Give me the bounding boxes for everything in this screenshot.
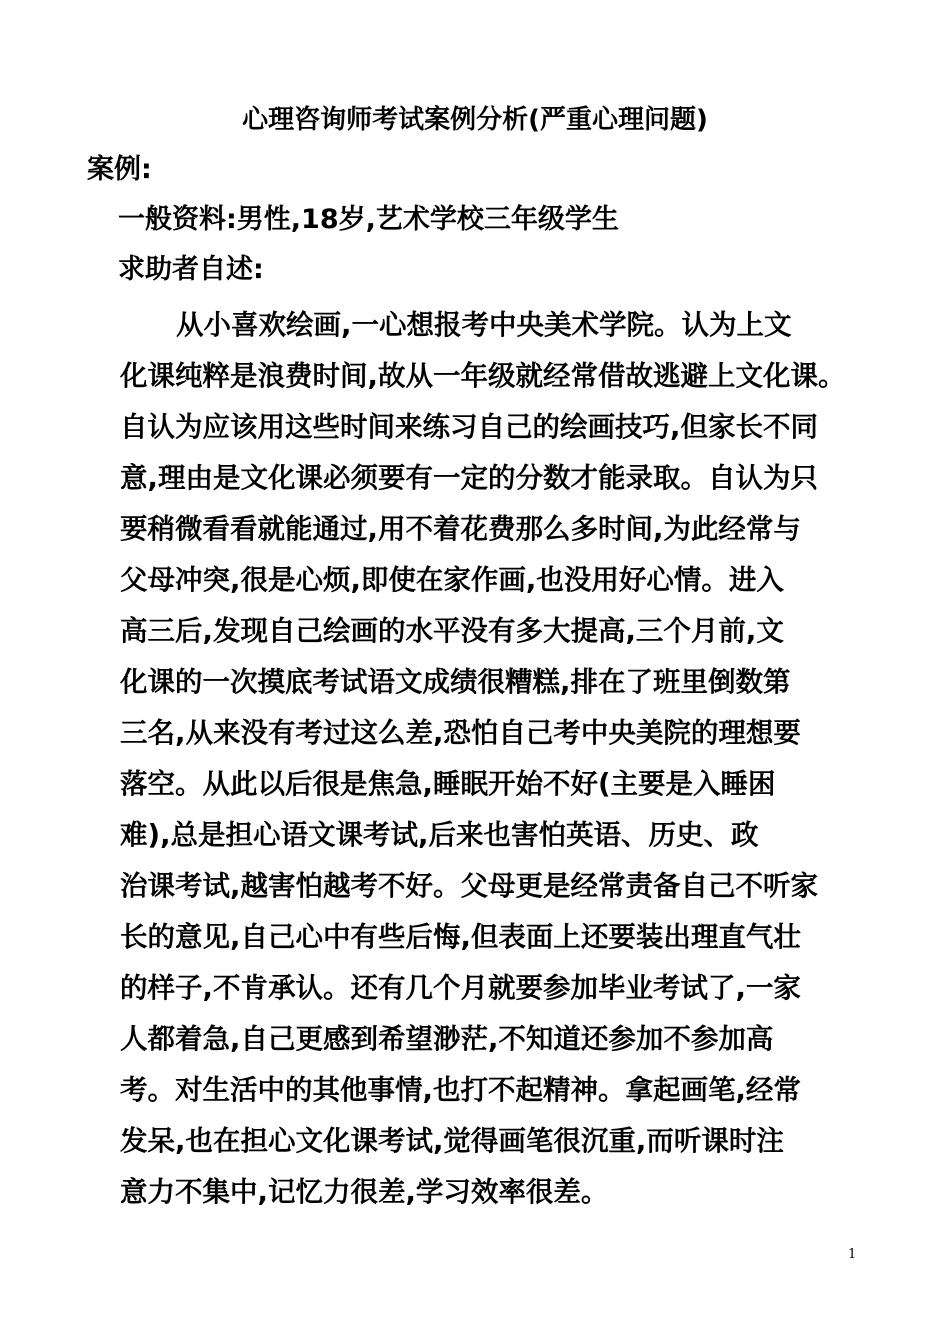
- text-line: 难),总是担心语文课考试,后来也害怕英语、历史、政: [120, 819, 759, 851]
- text-line: 的样子,不肯承认。还有几个月就要参加毕业考试了,一家: [120, 972, 801, 1004]
- text-line: 人都着急,自己更感到希望渺茫,不知道还参加不参加高: [120, 1023, 774, 1055]
- self-report-text: [120, 300, 870, 1218]
- text-line: 治课考试,越害怕越考不好。父母更是经常责备自己不听家: [120, 870, 818, 902]
- text-line: 长的意见,自己心中有些后悔,但表面上还要装出理直气壮: [120, 921, 801, 953]
- page-number: 1: [848, 1247, 857, 1262]
- text-line: 发呆,也在担心文化课考试,觉得画笔很沉重,而听课时注: [120, 1125, 784, 1157]
- text-line: 化课纯粹是浪费时间,故从一年级就经常借故逃避上文化课。: [120, 360, 846, 392]
- text-line: 从小喜欢绘画,一心想报考中央美术学院。认为上文: [176, 309, 792, 341]
- text-line: 意力不集中,记忆力很差,学习效率很差。: [120, 1176, 609, 1208]
- text-line: 要稍微看看就能通过,用不着花费那么多时间,为此经常与: [120, 513, 801, 545]
- text-line: 考。对生活中的其他事情,也打不起精神。拿起画笔,经常: [120, 1074, 801, 1106]
- text-line: 落空。从此以后很是焦急,睡眠开始不好(主要是入睡困: [120, 768, 776, 800]
- text-line: 自认为应该用这些时间来练习自己的绘画技巧,但家长不同: [120, 411, 818, 443]
- text-line: 化课的一次摸底考试语文成绩很糟糕,排在了班里倒数第: [120, 666, 791, 698]
- text-line: 三名,从来没有考过这么差,恐怕自己考中央美院的理想要: [120, 717, 801, 749]
- self-report-label: 求助者自述:: [118, 254, 264, 285]
- case-label: 案例:: [87, 154, 152, 185]
- text-line: 父母冲突,很是心烦,即使在家作画,也没用好心情。进入: [120, 564, 784, 596]
- general-info: 一般资料:男性,18岁,艺术学校三年级学生: [118, 204, 619, 235]
- text-line: 意,理由是文化课必须要有一定的分数才能录取。自认为只: [120, 462, 818, 494]
- text-line: 高三后,发现自己绘画的水平没有多大提高,三个月前,文: [120, 615, 784, 647]
- document-title: 心理咨询师考试案例分析(严重心理问题): [242, 105, 708, 135]
